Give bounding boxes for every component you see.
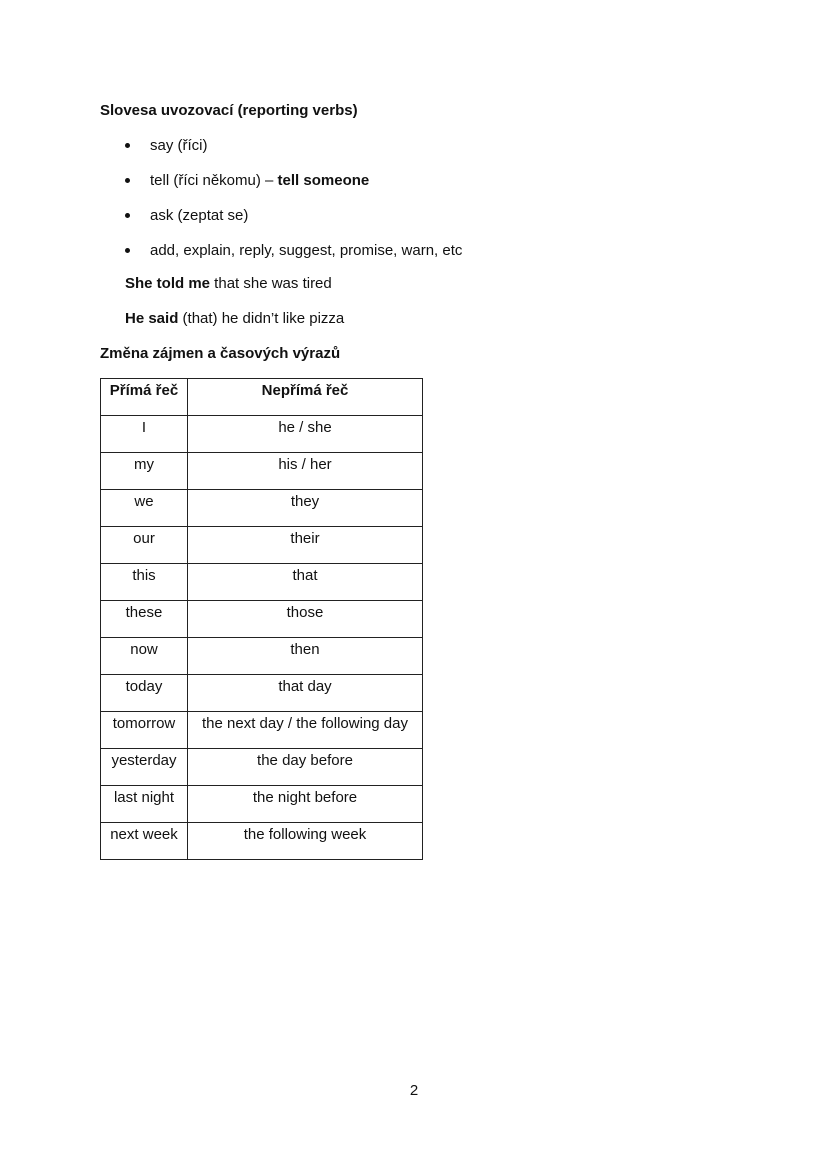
column-header-indirect: Nepřímá řeč: [188, 379, 423, 416]
indirect-cell: they: [188, 490, 423, 527]
direct-cell: now: [101, 638, 188, 675]
list-item-text: tell (říci někomu) –: [150, 172, 278, 189]
bullet-icon: [125, 248, 130, 253]
list-item: [100, 241, 462, 276]
list-item-bold-text: tell someone: [277, 172, 370, 189]
table-row: [101, 490, 423, 527]
indirect-cell: he / she: [188, 416, 423, 453]
direct-cell: these: [101, 601, 188, 638]
indirect-cell: that day: [188, 675, 423, 712]
direct-cell: I: [101, 416, 188, 453]
bullet-icon: [125, 143, 130, 148]
table-row: [101, 712, 423, 749]
indirect-cell: the next day / the following day: [188, 712, 423, 749]
indirect-cell: that: [188, 564, 423, 601]
direct-cell: yesterday: [101, 749, 188, 786]
example-text: that she was tired: [210, 275, 332, 292]
list-item: [100, 171, 462, 206]
indirect-cell: the day before: [188, 749, 423, 786]
indirect-cell: their: [188, 527, 423, 564]
bullet-icon: [125, 178, 130, 183]
direct-cell: last night: [101, 786, 188, 823]
table-row: [101, 564, 423, 601]
page-number: 2: [409, 1082, 419, 1099]
table-header-row: [101, 379, 423, 416]
direct-cell: tomorrow: [101, 712, 188, 749]
table-row: [101, 823, 423, 860]
list-item-text: ask (zeptat se): [150, 207, 249, 224]
table-row: [101, 675, 423, 712]
direct-cell: my: [101, 453, 188, 490]
direct-cell: next week: [101, 823, 188, 860]
column-header-direct: Přímá řeč: [101, 379, 188, 416]
speech-conversion-table: [100, 378, 423, 860]
list-item-text: say (říci): [150, 137, 208, 154]
list-item: [100, 206, 462, 241]
table-row: [101, 786, 423, 823]
table-row: [101, 601, 423, 638]
indirect-cell: the night before: [188, 786, 423, 823]
section-heading-pronoun-changes: Změna zájmen a časových výrazů: [100, 345, 341, 362]
table-row: [101, 527, 423, 564]
table-row: [101, 416, 423, 453]
indirect-cell: those: [188, 601, 423, 638]
indirect-cell: then: [188, 638, 423, 675]
section-heading-reporting-verbs: Slovesa uvozovací (reporting verbs): [100, 102, 358, 119]
example-sentence: [125, 309, 344, 329]
direct-cell: we: [101, 490, 188, 527]
indirect-cell: the following week: [188, 823, 423, 860]
bullet-icon: [125, 213, 130, 218]
list-item: [100, 136, 462, 171]
indirect-cell: his / her: [188, 453, 423, 490]
table-row: [101, 749, 423, 786]
example-sentence: [125, 274, 332, 294]
table-row: [101, 453, 423, 490]
reporting-verbs-list: [100, 136, 462, 276]
example-text: (that) he didn’t like pizza: [178, 310, 345, 327]
direct-cell: our: [101, 527, 188, 564]
table-row: [101, 638, 423, 675]
direct-cell: this: [101, 564, 188, 601]
direct-cell: today: [101, 675, 188, 712]
example-bold-text: He said: [125, 310, 179, 327]
list-item-text: add, explain, reply, suggest, promise, warn, etc: [150, 242, 463, 259]
example-bold-text: She told me: [125, 275, 211, 292]
